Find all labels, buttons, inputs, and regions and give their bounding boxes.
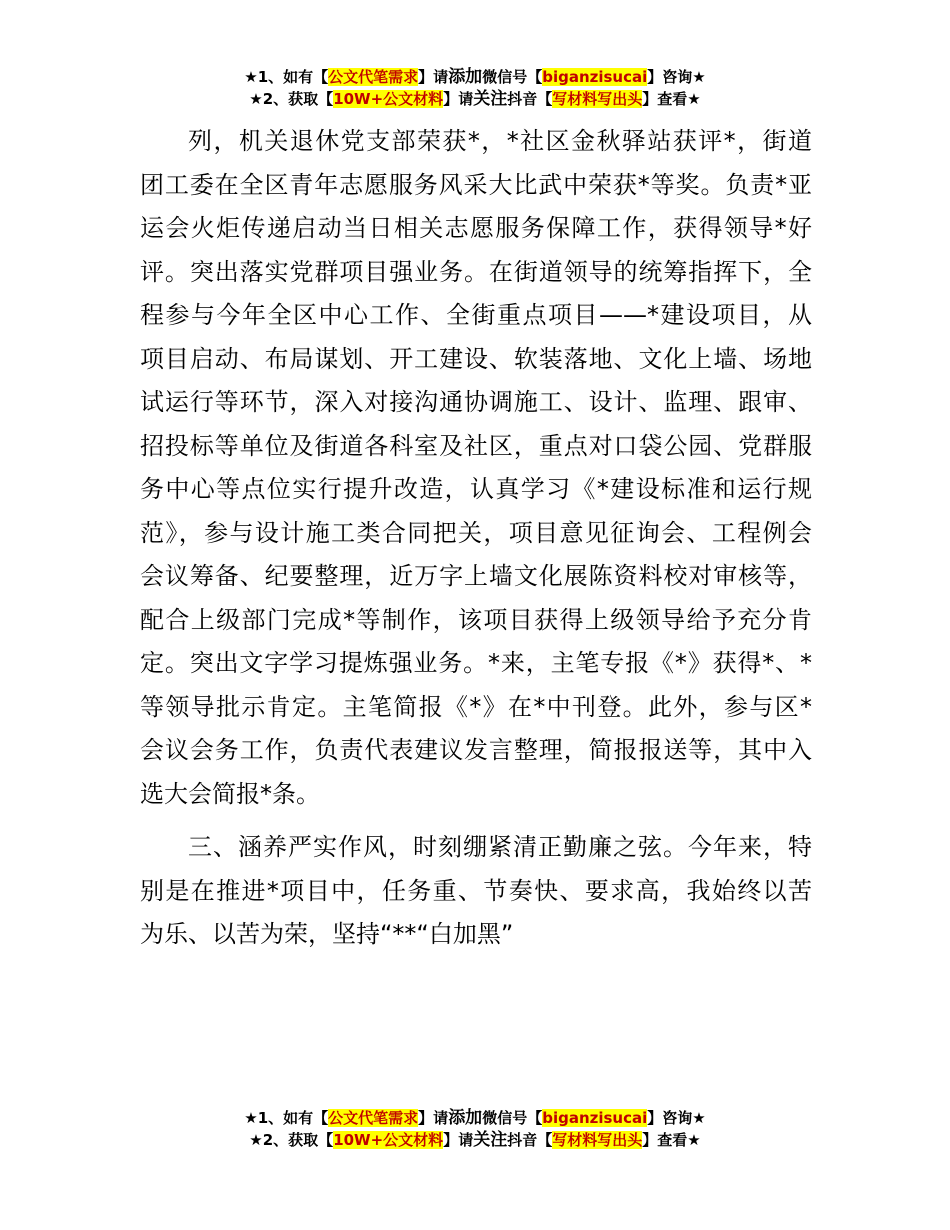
text-line: 团工委在全区青年志愿服务风采大比武中荣获*等奖。负责*亚 — [140, 170, 812, 199]
text-line: 程参与今年全区中心工作、全街重点项目——*建设项目，从 — [140, 301, 812, 329]
banner-highlight: 写材料写出头 — [552, 90, 643, 108]
paragraph-2 — [140, 826, 812, 957]
text-line: 务中心等点位实行提升改造，认真学习《*建设标准和运行规 — [140, 475, 812, 503]
banner-line-2: ★2、获取【10W+公文材料】请关注抖音【写材料写出头】查看★ — [249, 1130, 701, 1150]
banner-highlight: biganzisucai — [542, 1109, 648, 1127]
banner-highlight: 公文代笔需求 — [328, 1109, 419, 1127]
text-line: 项目启动、布局谋划、开工建设、软装落地、文化上墙、场地 — [140, 344, 812, 373]
text-line: 范》，参与设计施工类合同把关，项目意见征询会、工程例会 — [140, 518, 812, 547]
footer-banner — [0, 1107, 950, 1151]
text-line: 招投标等单位及街道各科室及社区，重点对口袋公园、党群服 — [140, 431, 812, 460]
text-line: 定。突出文字学习提炼强业务。*来，主笔专报《*》获得*、* — [140, 649, 812, 677]
text-line: 列，机关退休党支部荣获*，*社区金秋驿站获评*，街道 — [188, 127, 812, 155]
text-line: 等领导批示肯定。主笔简报《*》在*中刊登。此外，参与区* — [140, 692, 812, 721]
banner-highlight: 10W+公文材料 — [333, 1131, 444, 1149]
text-line: 三、涵养严实作风，时刻绷紧清正勤廉之弦。今年来，特 — [188, 833, 812, 861]
text-line: 试运行等环节，深入对接沟通协调施工、设计、监理、跟审、 — [140, 388, 812, 416]
banner-line-2: ★2、获取【10W+公文材料】请关注抖音【写材料写出头】查看★ — [249, 89, 701, 109]
banner-highlight: 写材料写出头 — [552, 1131, 643, 1149]
text-line: 别是在推进*项目中，任务重、节奏快、要求高，我始终以苦 — [140, 876, 812, 905]
text-line: 评。突出落实党群项目强业务。在街道领导的统筹指挥下，全 — [140, 257, 812, 286]
document-body — [140, 120, 812, 957]
text-line: 会议会务工作，负责代表建议发言整理，简报报送等，其中入 — [140, 736, 812, 764]
banner-line-1: ★1、如有【公文代笔需求】请添加微信号【biganzisucai】咨询★ — [244, 67, 706, 87]
text-line: 为乐、以苦为荣，坚持“**“白加黑” — [140, 920, 514, 948]
text-line: 运会火炬传递启动当日相关志愿服务保障工作，获得领导*好 — [140, 214, 812, 242]
header-banner — [0, 66, 950, 110]
text-line: 会议筹备、纪要整理，近万字上墙文化展陈资料校对审核等， — [140, 562, 812, 590]
paragraph-1 — [140, 120, 812, 816]
text-line: 选大会简报*条。 — [140, 779, 320, 808]
banner-highlight: 公文代笔需求 — [328, 68, 419, 86]
banner-highlight: 10W+公文材料 — [333, 90, 444, 108]
text-line: 配合上级部门完成*等制作，该项目获得上级领导给予充分肯 — [140, 605, 812, 634]
banner-line-1: ★1、如有【公文代笔需求】请添加微信号【biganzisucai】咨询★ — [244, 1108, 706, 1128]
banner-highlight: biganzisucai — [542, 68, 648, 86]
